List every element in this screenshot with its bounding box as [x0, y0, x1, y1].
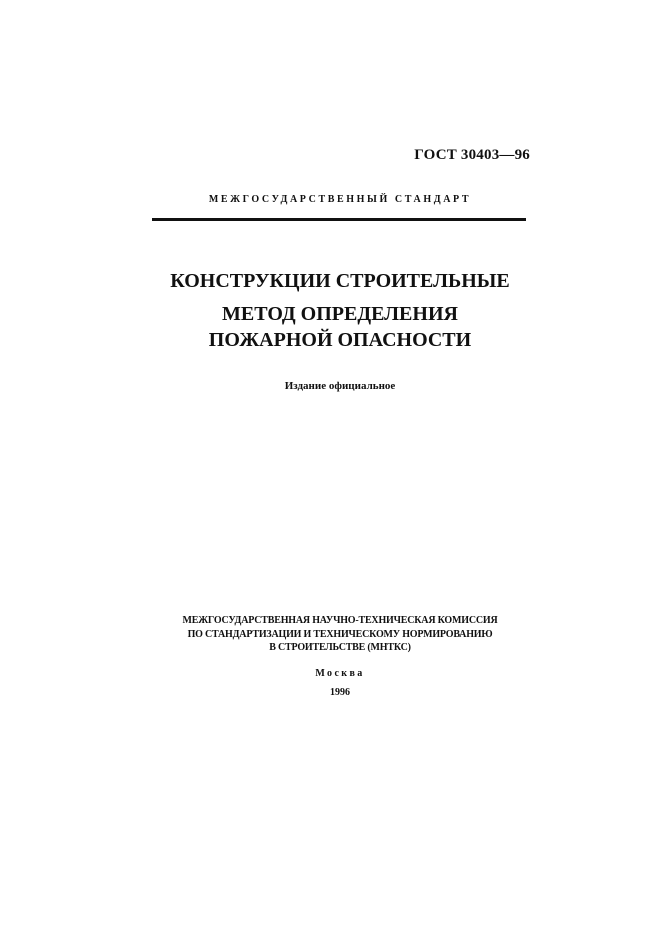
title-line-3: ПОЖАРНОЙ ОПАСНОСТИ	[208, 329, 472, 351]
publisher-block	[150, 614, 530, 655]
imprint-year: 1996	[330, 687, 350, 698]
gost-number: ГОСТ 30403—96	[414, 147, 530, 163]
title-line-1: КОНСТРУКЦИИ СТРОИТЕЛЬНЫЕ	[170, 270, 510, 292]
imprint-city: Москва	[315, 668, 365, 679]
title-line-2: МЕТОД ОПРЕДЕЛЕНИЯ	[222, 303, 458, 325]
horizontal-rule	[152, 218, 526, 221]
document-title	[150, 268, 530, 353]
standard-type-heading: МЕЖГОСУДАРСТВЕННЫЙ СТАНДАРТ	[208, 194, 472, 205]
publisher-line-1: МЕЖГОСУДАРСТВЕННАЯ НАУЧНО-ТЕХНИЧЕСКАЯ КОМИССИЯ	[182, 615, 498, 626]
publisher-line-2: ПО СТАНДАРТИЗАЦИИ И ТЕХНИЧЕСКОМУ НОРМИРОВАНИЮ	[187, 628, 493, 640]
edition-label: Издание официальное	[284, 380, 396, 392]
publisher-line-3: В СТРОИТЕЛЬСТВЕ (МНТКС)	[269, 642, 411, 653]
